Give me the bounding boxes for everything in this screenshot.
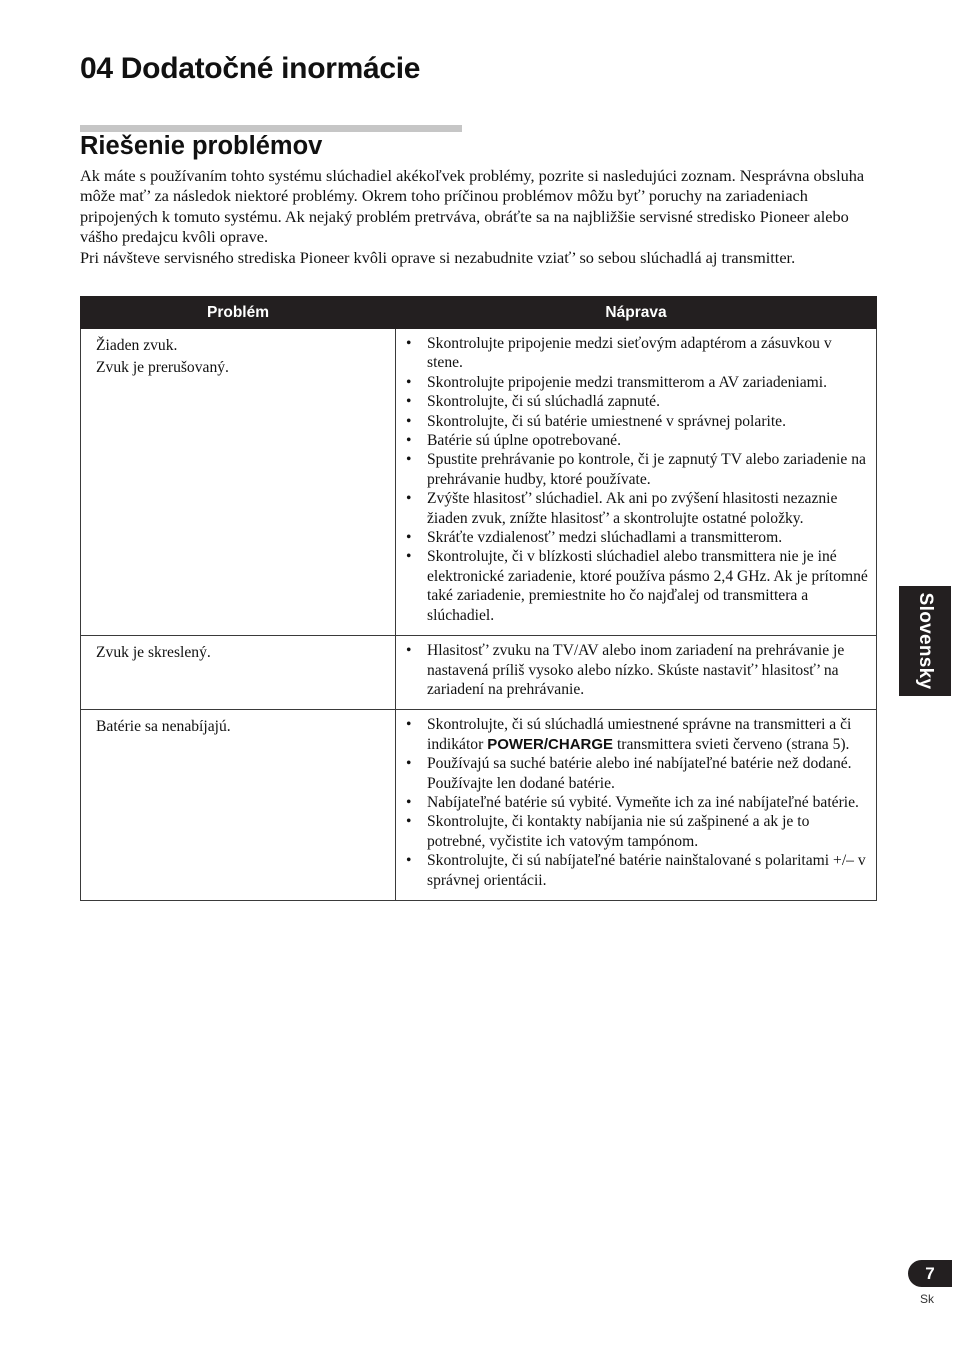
remedy-item — [404, 547, 868, 625]
bullet: • — [406, 490, 412, 508]
troubleshooting-table — [80, 296, 877, 901]
header-problem: Problém — [81, 297, 396, 329]
remedy-item — [404, 373, 868, 392]
bullet: • — [406, 813, 412, 831]
remedy-text: Hlasitosť’ zvuku na TV/AV alebo inom zariadení na prehrávanie je nastavená príliš vysoko alebo nízko. Skúste nastaviť’ hlasitosť’ na zariadení na prehrávanie. — [427, 642, 845, 698]
remedy-text: Zvýšte hlasitosť’ slúchadiel. Ak ani po zvýšení hlasitosti nezaznie žiaden zvuk, znížte hlasitosť’ a skontrolujte ostatné položky. — [427, 490, 838, 527]
power-charge-label: POWER/CHARGE — [487, 735, 614, 753]
intro-text — [80, 166, 880, 268]
remedy-item — [404, 851, 868, 890]
remedy-text-after: transmittera svieti červeno (strana 5). — [613, 735, 850, 753]
remedy-text: Skontrolujte pripojenie medzi transmitterom a AV zariadeniami. — [427, 373, 827, 391]
remedy-item — [404, 812, 868, 851]
remedy-item — [404, 754, 868, 793]
intro-paragraph: Pri návšteve servisného strediska Pioneer kvôli oprave si nezabudnite vziať’ so sebou slúchadlá aj transmitter. — [80, 247, 796, 267]
bullet: • — [406, 412, 412, 430]
table-row — [81, 710, 877, 901]
remedy-text: Spustite prehrávanie po kontrole, či je zapnutý TV alebo zariadenie na prehrávanie hudby, ktoré používate. — [427, 451, 866, 488]
bullet: • — [406, 852, 412, 870]
remedy-item — [404, 431, 868, 450]
remedy-text: Skontrolujte, či sú slúchadlá zapnuté. — [427, 393, 660, 411]
intro-paragraph: Ak máte s používaním tohto systému slúchadiel akékoľvek problémy, pozrite si nasledujúci zoznam. Nesprávna obsluha môže mať’ za následok niektoré problémy. Okrem toho príčinou problémov môžu byť’ poruchy na zariadeniach pripojených k tomuto systému. Ak nejaký problém pretrváva, obráťte sa na najbližšie servisné stredisko Pioneer alebo vášho predajcu kvôli oprave. — [80, 166, 865, 247]
remedy-text: Skontrolujte, či sú batérie umiestnené v správnej polarite. — [427, 412, 786, 430]
table-row — [81, 329, 877, 636]
problem-text: Batérie sa nenabíjajú. — [96, 718, 231, 736]
language-side-tab-label: Slovensky — [915, 592, 936, 690]
header-remedy: Náprava — [396, 297, 877, 329]
remedy-text: Skontrolujte, či sú nabíjateľné batérie nainštalované s polaritami +/– v správnej orientácii. — [427, 852, 866, 889]
table-header-row — [81, 297, 877, 329]
remedy-item — [404, 528, 868, 547]
remedy-cell — [396, 329, 877, 636]
problem-text: Zvuk je skreslený. — [96, 644, 211, 662]
problem-text: Žiaden zvuk. — [96, 337, 178, 354]
bullet: • — [406, 642, 412, 660]
bullet: • — [406, 755, 412, 773]
remedy-text: Skontrolujte, či kontakty nabíjania nie sú zašpinené a ak je to potrebné, vyčistite ich vatovým tampónom. — [427, 813, 810, 850]
problem-cell — [81, 710, 396, 901]
section-title: Riešenie problémov — [80, 132, 323, 160]
remedy-item — [404, 715, 868, 754]
problem-cell — [81, 329, 396, 636]
bullet: • — [406, 548, 412, 566]
problem-text: Zvuk je prerušovaný. — [96, 358, 229, 376]
remedy-text: Nabíjateľné batérie sú vybité. Vymeňte ich za iné nabíjateľné batérie. — [427, 793, 859, 811]
table-row — [81, 636, 877, 710]
remedy-text-before: Skontrolujte, či sú slúchadlá umiestnené správne na transmitteri a či indikátor — [427, 716, 852, 753]
remedy-list — [404, 641, 868, 699]
page-number-badge: 7 — [908, 1260, 952, 1287]
remedy-item — [404, 450, 868, 489]
remedy-item — [404, 392, 868, 411]
remedy-item — [404, 793, 868, 812]
language-code: Sk — [919, 1292, 934, 1306]
remedy-text: Skontrolujte, či v blízkosti slúchadiel alebo transmittera nie je iné elektronické zariadenie, ktoré používa pásmo 2,4 GHz. Ak je prítomné také zariadenie, premiestnite ho čo najďalej od transmittera a slúchadiel. — [427, 548, 868, 624]
bullet: • — [406, 432, 412, 450]
remedy-item — [404, 489, 868, 528]
remedy-cell — [396, 710, 877, 901]
section-divider — [80, 125, 462, 132]
remedy-list — [404, 715, 868, 890]
bullet: • — [406, 373, 412, 391]
remedy-cell — [396, 636, 877, 710]
chapter-title: 04 Dodatočné inormácie — [80, 52, 421, 85]
remedy-text: Batérie sú úplne opotrebované. — [427, 432, 621, 450]
remedy-text: Používajú sa suché batérie alebo iné nabíjateľné batérie než dodané. Používajte len dodané batérie. — [427, 755, 852, 792]
remedy-text: Skontrolujte pripojenie medzi sieťovým adaptérom a zásuvkou v stene. — [427, 335, 832, 372]
remedy-text: Skráťte vzdialenosť’ medzi slúchadlami a transmitterom. — [427, 529, 783, 547]
bullet: • — [406, 393, 412, 411]
bullet: • — [406, 451, 412, 469]
bullet: • — [406, 529, 412, 547]
remedy-item — [404, 641, 868, 699]
remedy-list — [404, 334, 868, 625]
bullet: • — [406, 335, 412, 352]
bullet: • — [406, 793, 412, 811]
remedy-item — [404, 412, 868, 431]
problem-cell — [81, 636, 396, 710]
remedy-item — [404, 334, 868, 373]
language-side-tab — [899, 586, 951, 696]
bullet: • — [406, 716, 412, 734]
